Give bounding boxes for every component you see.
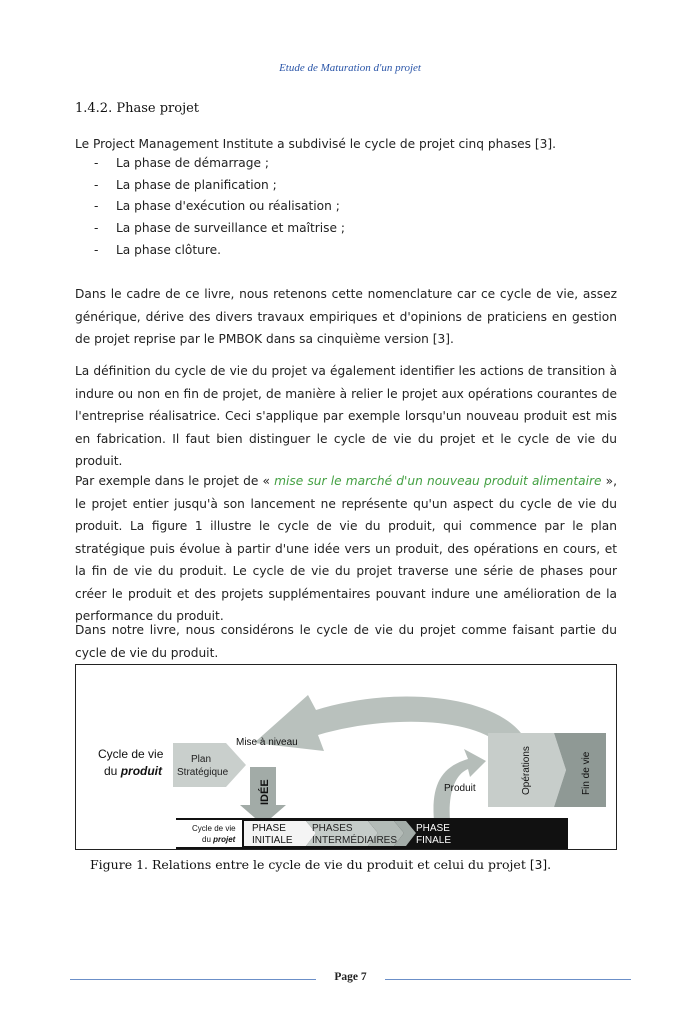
upgrade-label: Mise à niveau (236, 737, 298, 748)
bullet: - (94, 221, 99, 236)
example-highlight: mise sur le marché d'un nouveau produit alimentaire (274, 474, 602, 488)
bullet: - (94, 242, 99, 257)
product-cycle-label: Cycle de vie (98, 747, 164, 761)
phase-list (94, 153, 345, 262)
end-of-life-label: Fin de vie (581, 751, 592, 795)
project-cycle-du: du (202, 835, 214, 844)
page-header: Etude de Maturation d'un projet (279, 62, 421, 74)
product-cycle-label-2 (104, 764, 163, 778)
footer-divider-right (385, 979, 631, 980)
page-number: Page 7 (334, 971, 367, 983)
paragraph-conclusion: Dans notre livre, nous considérons le cycle de vie du projet comme faisant partie du cycle de vie du produit. (75, 623, 617, 660)
footer-divider-left (70, 979, 316, 980)
example-text-start: Par exemple dans le projet de « (75, 474, 275, 488)
phase-item-label: La phase de planification ; (116, 177, 277, 192)
phase-final-label-2: FINALE (416, 835, 452, 846)
project-cycle-label-2 (202, 835, 236, 844)
phase-final-label-1: PHASE (416, 823, 450, 834)
bullet: - (94, 156, 99, 170)
lifecycle-figure (75, 664, 617, 850)
bullet: - (94, 199, 99, 214)
figure-caption (90, 857, 551, 872)
intro-paragraph: Le Project Management Institute a subdivisé le cycle de projet cinq phases [3]. (75, 137, 557, 151)
idea-label: IDÉE (259, 779, 271, 805)
product-cycle-du: du (104, 764, 121, 778)
list-item (94, 218, 345, 240)
caption-end: . (547, 857, 552, 872)
lifecycle-diagram (76, 665, 616, 849)
list-item (94, 175, 345, 197)
project-cycle-label-1: Cycle de vie (192, 824, 236, 833)
example-text-end: », le projet entier jusqu'à son lancement ne représente qu'un aspect du cycle de vie du produit. La figure 1 illustre le cycle de vie du produit, qui commence par le plan stratégique puis évolue à partir d'une idée vers un produit, des opérations en cours, et la fin de vie du produit. Le cycle de vie du projet traverse une série de phases pour créer le produit et des projets supplémentaires pouvant indure une amélioration de la performance du produit. (75, 474, 617, 623)
phase-intermediate-label-2: INTERMÉDIAIRES (312, 835, 398, 846)
list-item (94, 153, 345, 175)
product-label: Produit (444, 783, 476, 794)
phase-item-label: La phase de surveillance et maîtrise ; (116, 221, 345, 236)
phase-item-label: La phase clôture. (116, 242, 221, 257)
plan-label-2: Stratégique (177, 767, 229, 778)
plan-label-1: Plan (191, 754, 212, 765)
paragraph-definition: La définition du cycle de vie du projet va également identifier les actions de transition à indure ou non en fin de projet, de manière à relier le projet aux opérations courantes de l'entreprise réalisatrice. Ceci s'applique par exemple lorsqu'un nouveau produit est mis en fabrication. Il faut bien distinguer le cycle de vie du projet et le cycle de vie du produit. (75, 364, 617, 468)
project-cycle-italic: projet (213, 835, 236, 844)
operations-label: Opérations (521, 746, 532, 795)
list-item (94, 240, 345, 262)
plan-arrow (173, 743, 246, 787)
paragraph-nomenclature: Dans le cadre de ce livre, nous retenons cette nomenclature car ce cycle de vie, assez générique, dérive des divers travaux empiriques et d'opinions de praticiens en gestion de projet reprise par le PMBOK dans sa cinquième version [3]. (75, 287, 617, 346)
phase-item-label: La phase d'exécution ou réalisation ; (116, 199, 340, 214)
caption-reference: [3] (529, 858, 548, 872)
phase-intermediate-label-1: PHASES (312, 823, 353, 834)
product-cycle-bold: produit (120, 764, 163, 778)
section-title: 1.4.2. Phase projet (75, 101, 200, 116)
paragraph-example (75, 470, 617, 628)
phase-item-label: La phase de démarrage ; (116, 156, 269, 170)
list-item (94, 196, 345, 218)
bullet: - (94, 177, 99, 192)
phase-initial-label-2: INITIALE (252, 835, 293, 846)
phase-initial-label-1: PHASE (252, 823, 286, 834)
caption-text: Figure 1. Relations entre le cycle de vie du produit et celui du projet (90, 857, 530, 872)
